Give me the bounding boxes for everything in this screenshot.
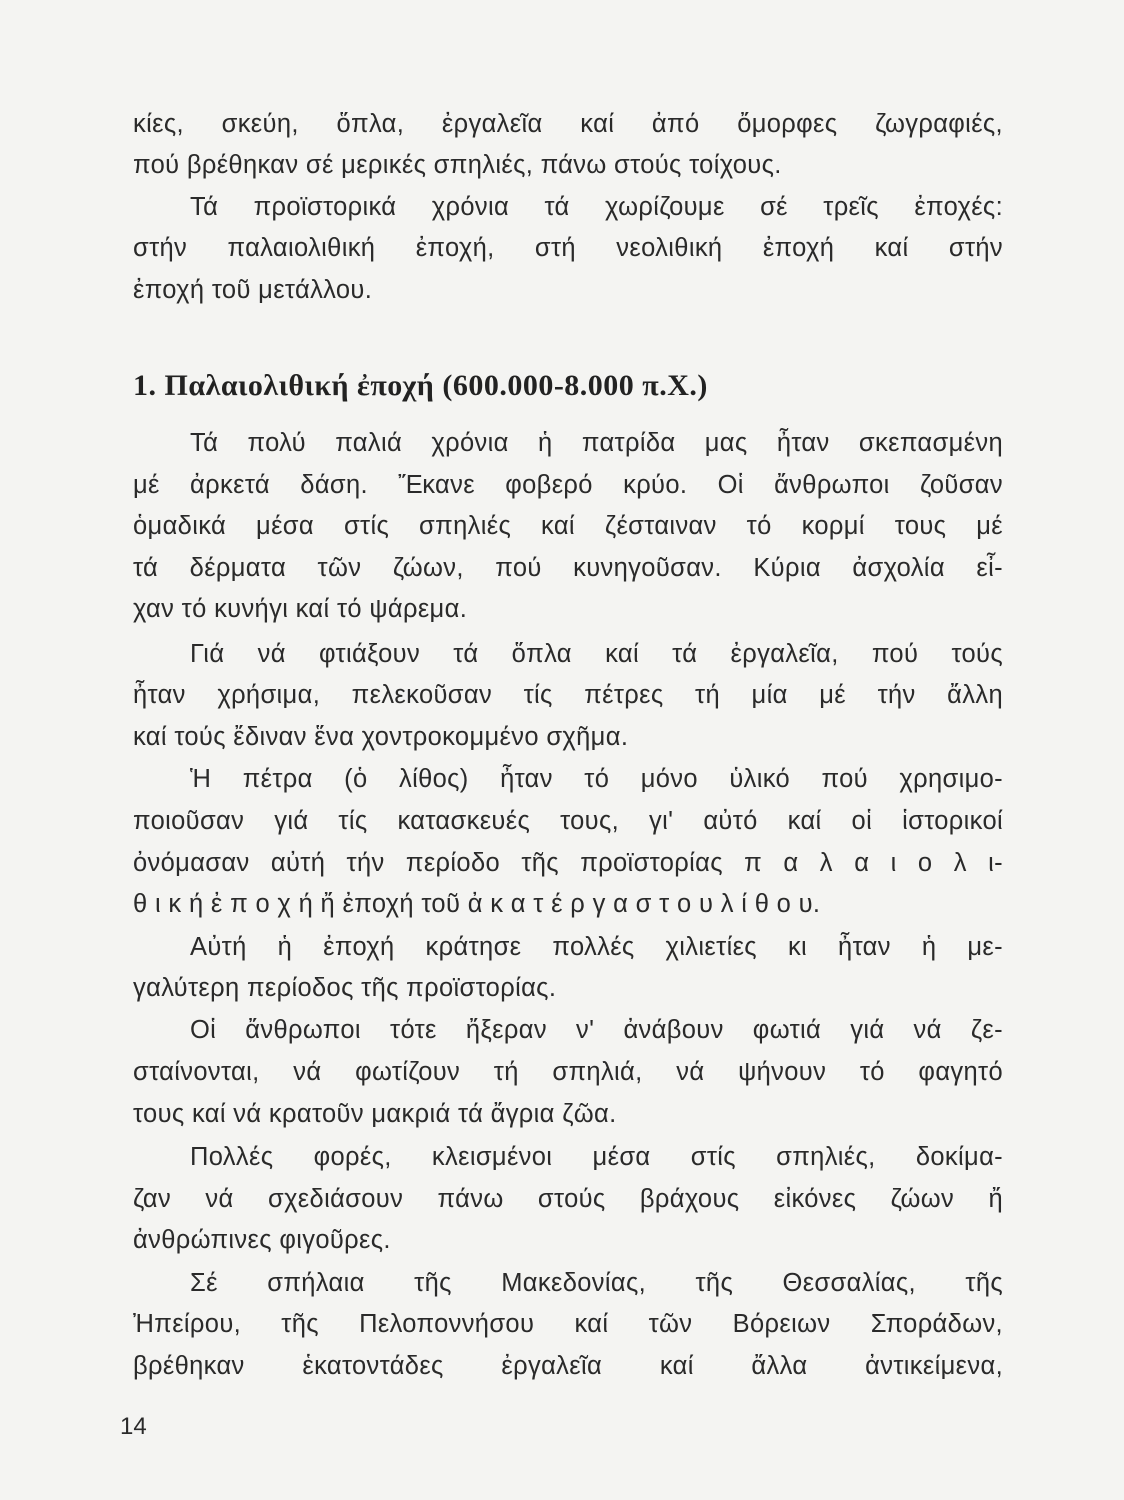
text-line: ὁμαδικά μέσα στίς σπηλιές καί ζέσταιναν τό κορμί τους μέ <box>133 512 1003 540</box>
text-line: βρέθηκαν ἑκατοντάδες ἐργαλεῖα καί ἄλλα ἀντικείμενα, <box>133 1352 1003 1380</box>
text-line: ἀνθρώπινες φιγοῦρες. <box>133 1226 391 1254</box>
text-line: ζαν νά σχεδιάσουν πάνω στούς βράχους εἰκόνες ζώων ἤ <box>133 1185 1003 1213</box>
text-line: μέ ἀρκετά δάση. Ἔκανε φοβερό κρύο. Οἱ ἄνθρωποι ζοῦσαν <box>133 471 1003 499</box>
text-line: Αὐτή ἡ ἐποχή κράτησε πολλές χιλιετίες κι ἦταν ἡ με- <box>190 933 1003 961</box>
text-line: καί τούς ἔδιναν ἕνα χοντροκομμένο σχῆμα. <box>133 723 629 751</box>
text-line: Σέ σπήλαια τῆς Μακεδονίας, τῆς Θεσσαλίας, τῆς <box>190 1269 1003 1297</box>
text-line: πού βρέθηκαν σέ μερικές σπηλιές, πάνω στούς τοίχους. <box>133 151 782 179</box>
text-line: Ἡ πέτρα (ὁ λίθος) ἦταν τό μόνο ὑλικό πού χρησιμο- <box>190 765 1003 793</box>
text-line: Οἱ ἄνθρωποι τότε ἤξεραν ν' ἀνάβουν φωτιά γιά νά ζε- <box>190 1016 1003 1044</box>
text-line: Τά προϊστορικά χρόνια τά χωρίζουμε σέ τρεῖς ἐποχές: <box>190 193 1003 221</box>
text-line: ἐποχή τοῦ μετάλλου. <box>133 276 373 304</box>
text-line: Τά πολύ παλιά χρόνια ἡ πατρίδα μας ἦταν σκεπασμένη <box>190 429 1003 457</box>
text-line: Γιά νά φτιάξουν τά ὅπλα καί τά ἐργαλεῖα, πού τούς <box>190 640 1003 668</box>
section-heading: 1. Παλαιολιθική ἐποχή (600.000-8.000 π.Χ.) <box>133 369 708 402</box>
text-line: στήν παλαιολιθική ἐποχή, στή νεολιθική ἐποχή καί στήν <box>133 234 1003 262</box>
text-line: Πολλές φορές, κλεισμένοι μέσα στίς σπηλιές, δοκίμα- <box>190 1143 1003 1171</box>
text-line: σταίνονται, νά φωτίζουν τή σπηλιά, νά ψήνουν τό φαγητό <box>133 1058 1003 1086</box>
page-number: 14 <box>120 1413 147 1440</box>
text-line: θ ι κ ή ἐ π ο χ ή ἤ ἐποχή τοῦ ἀ κ α τ έ ρ γ α σ τ ο υ λ ί θ ο υ. <box>133 890 821 918</box>
text-line: ποιοῦσαν γιά τίς κατασκευές τους, γι' αὐτό καί οἱ ἱστορικοί <box>133 807 1003 835</box>
text-line: κίες, σκεύη, ὅπλα, ἐργαλεῖα καί ἀπό ὄμορφες ζωγραφιές, <box>133 110 1003 138</box>
text-line: τά δέρματα τῶν ζώων, πού κυνηγοῦσαν. Κύρια ἀσχολία εἶ- <box>133 554 1003 582</box>
text-line: γαλύτερη περίοδος τῆς προϊστορίας. <box>133 974 557 1002</box>
text-line: ὀνόμασαν αὐτή τήν περίοδο τῆς προϊστορίας π α λ α ι ο λ ι- <box>133 849 1003 877</box>
text-line: ἦταν χρήσιμα, πελεκοῦσαν τίς πέτρες τή μία μέ τήν ἄλλη <box>133 681 1003 709</box>
text-line: χαν τό κυνήγι καί τό ψάρεμα. <box>133 595 468 623</box>
text-line: Ἠπείρου, τῆς Πελοποννήσου καί τῶν Βόρειων Σποράδων, <box>133 1310 1003 1338</box>
text-line: τους καί νά κρατοῦν μακριά τά ἄγρια ζῶα. <box>133 1100 617 1128</box>
